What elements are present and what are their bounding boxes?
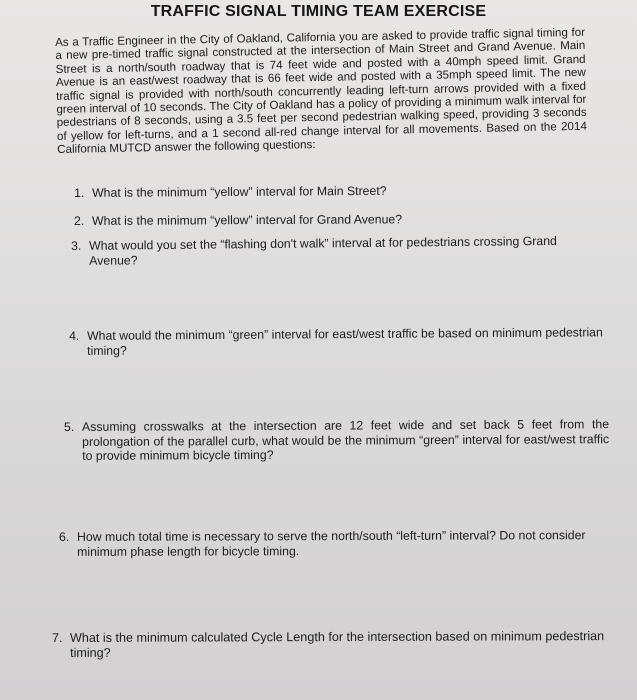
question-text: Assuming crosswalks at the intersection are 12 feet wide and set back 5 feet from the prolongation of the parallel curb, what would be the minimum “green” interval for east/west traffic to provide minimum bicycle timing? [81,417,610,463]
question-number: 2. [74,213,85,228]
question-number: 1. [74,185,85,200]
question-number: 5. [64,419,75,434]
question-text: How much total time is necessary to serve the north/south “left-turn” interval? Do not consider minimum phase length for bicycle timing. [76,528,586,559]
question-text: What would you set the “flashing don't walk” interval at for pedestrians crossing Grand Avenue? [88,233,557,268]
question-text: What would the minimum “green” interval for east/west traffic be based on minimum pedestrian timing? [86,325,603,358]
question-number: 6. [59,529,70,544]
question-number: 3. [71,238,82,253]
question-5 [64,417,609,463]
question-text: What is the minimum “yellow” interval for Grand Avenue? [91,212,403,228]
question-6 [59,528,619,559]
document-title: TRAFFIC SIGNAL TIMING TEAM EXERCISE [150,3,487,20]
question-text: What is the minimum “yellow” interval for Main Street? [91,183,387,200]
question-3 [71,233,601,268]
question-2 [74,211,554,228]
question-1 [74,183,554,201]
question-4 [69,325,609,358]
intro-paragraph: As a Traffic Engineer in the City of Oakland, California you are asked to provide traffic signal timing for a new pre-timed traffic signal constructed at the intersection of Main Street and Grand Avenue. Main Street is a north/south roadway that is 74 feet wide and posted with a 40mph speed limit. Grand Avenue is an east/west roadway that is 66 feet wide and posted with a 35mph speed limit. The new traffic signal is provided with north/south concurrently leading left-turn arrows provided with a fixed green interval of 10 seconds. The City of Oakland has a policy of providing a minimum walk interval for pedestrians of 8 seconds, using a 3.5 feet per second pedestrian walking speed, providing 3 seconds of yellow for left-turns, and a 1 second all-red change interval for all movements. Based on the 2014 California MUTCD answer the following questions: [55,25,587,157]
question-text: What is the minimum calculated Cycle Length for the intersection based on minimum pedestrian timing? [69,629,605,660]
question-number: 7. [52,630,63,645]
question-number: 4. [69,328,80,343]
question-7 [52,629,622,661]
